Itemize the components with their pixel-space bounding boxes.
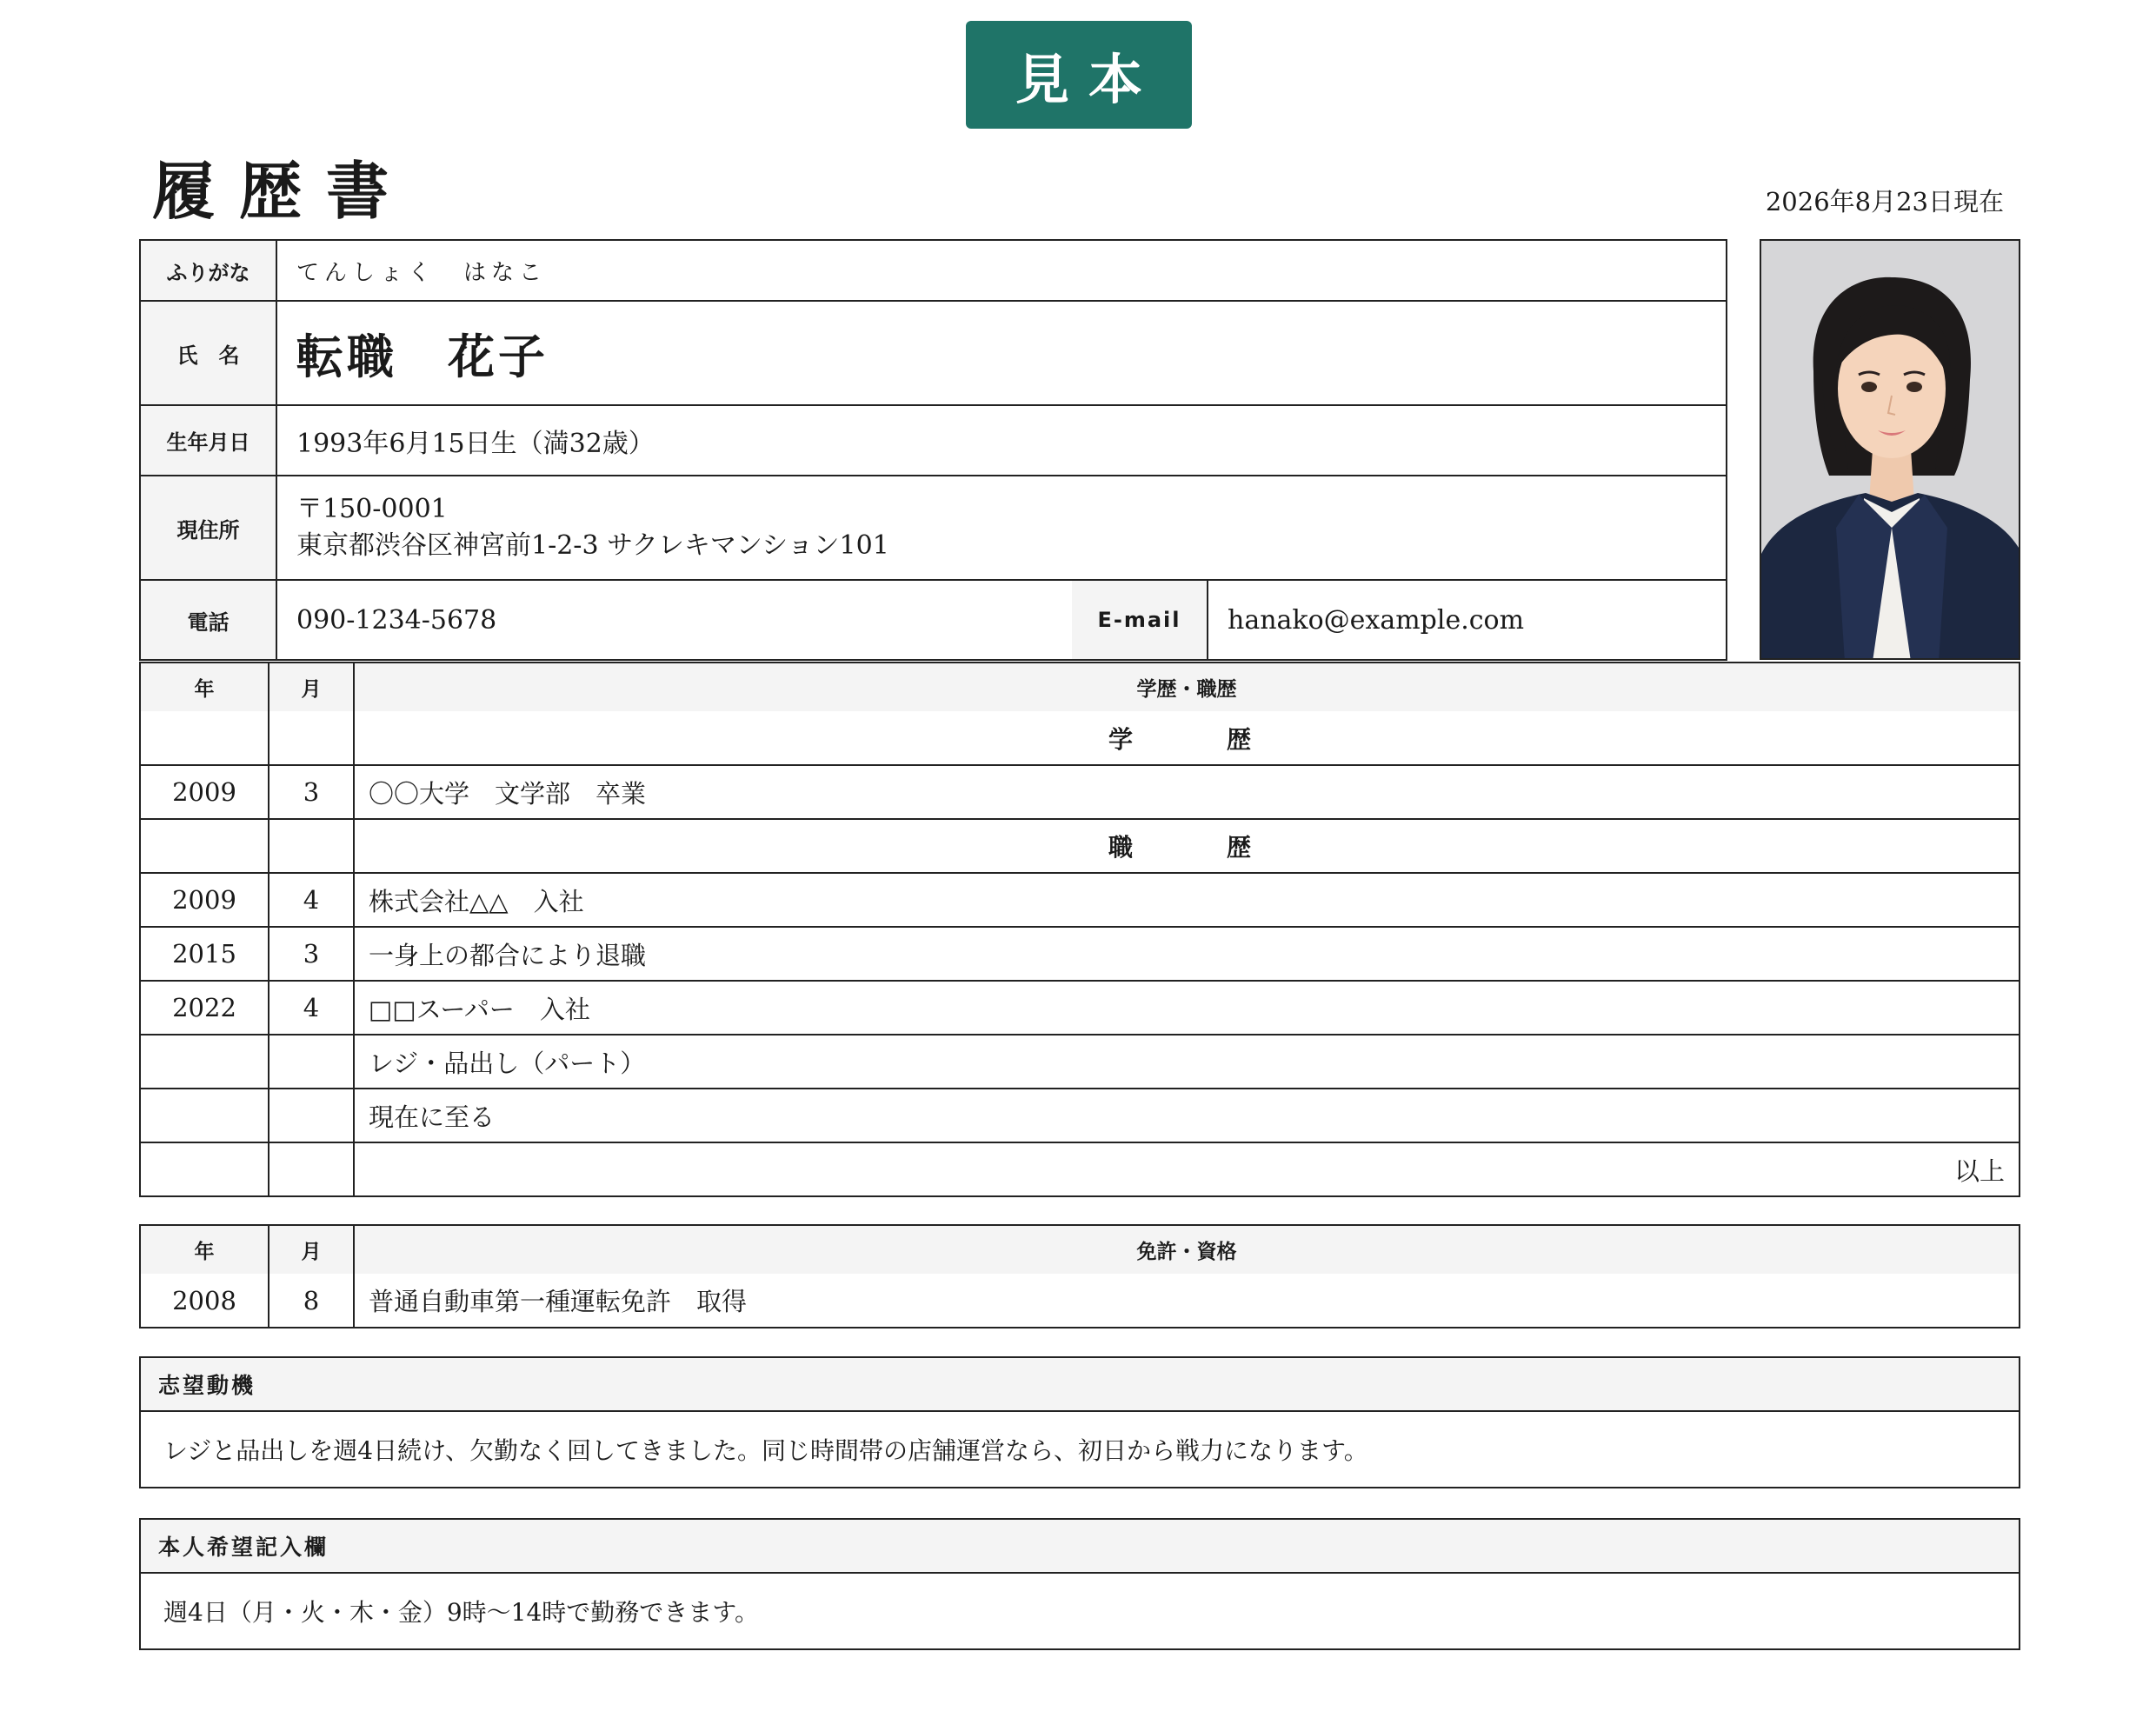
birth-label: 生年月日 — [141, 406, 277, 475]
table-row: レジ・品出し（パート） — [140, 1035, 2020, 1089]
motivation-text: レジと品出しを週4日続け、欠勤なく回してきました。同じ時間帯の店舗運営なら、初日から戦力になります。 — [163, 1436, 1368, 1465]
table-row: 2015 3 一身上の都合により退職 — [140, 927, 2020, 981]
license-content-header: 免許・資格 — [354, 1225, 2020, 1274]
end-marker: 以上 — [354, 1142, 2020, 1196]
license-month-header: 月 — [269, 1225, 354, 1274]
requests-label: 本人希望記入欄 — [141, 1520, 2019, 1574]
phone-label: 電話 — [141, 581, 277, 659]
education-heading: 学 歴 — [354, 711, 2020, 765]
table-row: 現在に至る — [140, 1089, 2020, 1142]
furigana-value: てんしょく はなこ — [296, 259, 548, 286]
furigana-label: ふりがな — [141, 241, 277, 300]
licenses-table — [139, 1224, 2020, 1328]
postal-code: 〒150-0001 — [296, 494, 448, 524]
personal-info-table — [139, 239, 1727, 661]
furigana-row — [141, 241, 1726, 302]
phone-value: 090-1234-5678 — [296, 604, 497, 636]
address-label: 現住所 — [141, 476, 277, 579]
table-row: 2022 4 □□スーパー 入社 — [140, 981, 2020, 1035]
name-value: 転職 花子 — [296, 328, 549, 384]
motivation-label: 志望動機 — [141, 1358, 2019, 1412]
history-year-header: 年 — [140, 663, 269, 711]
address-text: 東京都渋谷区神宮前1-2-3 サクレキマンション101 — [296, 530, 889, 561]
as-of-date: 2026年8月23日現在 — [1765, 187, 2004, 216]
document-title: 履歴書 — [152, 154, 414, 228]
table-row: 2009 3 〇〇大学 文学部 卒業 — [140, 765, 2020, 819]
contact-row — [141, 581, 1726, 659]
address-value — [277, 476, 1726, 579]
table-row: 2009 4 株式会社△△ 入社 — [140, 873, 2020, 927]
birth-value: 1993年6月15日生（満32歳） — [296, 428, 655, 459]
email-value: hanako@example.com — [1228, 604, 1525, 636]
address-row — [141, 476, 1726, 581]
sample-badge: 見本 — [966, 21, 1192, 129]
birth-row — [141, 406, 1726, 476]
table-row: 2008 8 普通自動車第一種運転免許 取得 — [140, 1274, 2020, 1328]
name-row — [141, 302, 1726, 406]
requests-box — [139, 1518, 2020, 1650]
motivation-box — [139, 1356, 2020, 1488]
history-month-header: 月 — [269, 663, 354, 711]
requests-text: 週4日（月・火・木・金）9時〜14時で勤務できます。 — [163, 1598, 760, 1627]
name-label: 氏 名 — [141, 302, 277, 404]
id-photo — [1760, 239, 2020, 660]
history-table — [139, 662, 2020, 1197]
email-label: E-mail — [1072, 581, 1208, 659]
history-content-header: 学歴・職歴 — [354, 663, 2020, 711]
work-heading: 職 歴 — [354, 819, 2020, 873]
license-year-header: 年 — [140, 1225, 269, 1274]
portrait-illustration — [1761, 241, 2020, 660]
